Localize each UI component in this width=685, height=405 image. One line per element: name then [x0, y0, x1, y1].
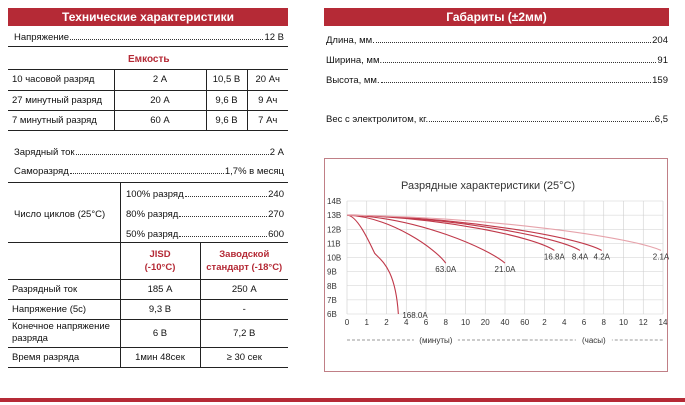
y-tick-label: 12В [327, 225, 342, 235]
minutes-axis-label: (минуты) [419, 336, 453, 345]
cycles-row-80 [126, 209, 284, 220]
empty-cell [8, 243, 120, 279]
x-tick-label: 8 [601, 318, 606, 327]
y-tick-label: 10В [327, 253, 342, 263]
cycles-row-value: 600 [268, 229, 284, 240]
dot-leader [70, 32, 263, 40]
divider [8, 182, 288, 183]
table-row [8, 110, 288, 130]
capacity-cell: 9 Ач [247, 90, 288, 110]
x-tick-label: 6 [423, 318, 429, 327]
charge-current-label: Зарядный ток [14, 147, 75, 158]
cycles-row-label: 80% разряд [126, 209, 179, 220]
row-label: 7 минутный разряд [8, 110, 114, 130]
voltage-cell: 10,5 В [206, 70, 247, 90]
jisd-cell: 185 А [120, 279, 200, 299]
jisd-header-line1: JISD [149, 248, 171, 260]
capacity-cell: 20 Ач [247, 70, 288, 90]
row-label: 27 минутный разряд [8, 90, 114, 110]
x-tick-label: 14 [658, 318, 668, 327]
bottom-accent-bar [0, 398, 685, 402]
hours-axis-label: (часы) [582, 336, 606, 345]
y-tick-label: 7В [327, 295, 337, 305]
table-row [8, 347, 288, 367]
height-label: Высота, мм. [326, 75, 380, 86]
factory-cell: - [200, 299, 288, 319]
y-tick-label: 11В [327, 239, 341, 249]
jisd-header-line2: (-10°C) [144, 261, 176, 273]
length-label: Длина, мм. [326, 35, 375, 46]
width-row [326, 55, 668, 66]
x-tick-label: 10 [619, 318, 628, 327]
width-label: Ширина, мм. [326, 55, 383, 66]
series-label: 8.4A [571, 252, 589, 262]
dot-leader [383, 55, 656, 63]
x-tick-label: 2 [542, 318, 547, 327]
dot-leader [185, 189, 268, 197]
factory-header [200, 243, 288, 279]
series-label: 63.0A [435, 265, 457, 275]
y-tick-label: 9В [327, 267, 337, 277]
factory-cell: 7,2 В [200, 319, 288, 347]
x-tick-label: 2 [384, 318, 389, 327]
discharge-chart-svg [325, 159, 669, 373]
series-label: 168.0A [402, 311, 428, 320]
self-discharge-value: 1,7% в месяц [224, 166, 284, 177]
voltage-row [14, 32, 284, 43]
capacity-table [8, 70, 288, 131]
y-tick-label: 8В [327, 281, 337, 291]
cycles-row-label: 100% разряд [126, 189, 184, 200]
dot-leader [381, 75, 652, 83]
dot-leader [179, 229, 267, 237]
length-row [326, 35, 668, 46]
dot-leader [179, 209, 267, 217]
discharge-curve [347, 215, 446, 263]
factory-cell: ≥ 30 сек [200, 347, 288, 367]
factory-header-line2: стандарт (-18°C) [206, 261, 283, 273]
y-tick-label: 13В [327, 211, 342, 221]
x-tick-label: 0 [344, 318, 350, 327]
row-label: Время разряда [8, 347, 120, 367]
discharge-chart [324, 158, 668, 372]
table-row [8, 279, 288, 299]
voltage-cell: 9,6 В [206, 110, 247, 130]
row-label-line1: Конечное напряжение [12, 321, 110, 332]
divider [8, 46, 288, 47]
charge-current-row [14, 147, 284, 158]
row-label [8, 319, 120, 347]
current-cell: 2 А [114, 70, 206, 90]
series-label: 2.1A [652, 252, 669, 262]
dot-leader [429, 114, 654, 122]
voltage-cell: 9,6 В [206, 90, 247, 110]
table-row [8, 90, 288, 110]
dot-leader [76, 147, 269, 155]
series-label: 16.8A [543, 252, 565, 262]
x-tick-label: 60 [520, 318, 530, 327]
x-tick-label: 4 [404, 318, 409, 327]
weight-value: 6,5 [654, 114, 668, 125]
x-tick-label: 4 [562, 318, 567, 327]
cycles-row-value: 240 [268, 189, 284, 200]
charge-current-value: 2 А [269, 147, 284, 158]
x-tick-label: 1 [364, 318, 369, 327]
jisd-cell: 1мин 48сек [120, 347, 200, 367]
cold-crank-table [8, 243, 288, 368]
dimensions-header: Габариты (±2мм) [324, 8, 669, 26]
weight-label: Вес с электролитом, кг. [326, 114, 429, 125]
row-label: 10 часовой разряд [8, 70, 114, 90]
cycles-row-value: 270 [268, 209, 284, 220]
row-label-line2: разряда [12, 333, 48, 344]
jisd-cell: 6 В [120, 319, 200, 347]
cycles-row-50 [126, 229, 284, 240]
tech-specs-header: Технические характеристики [8, 8, 288, 26]
length-value: 204 [652, 35, 668, 46]
dot-leader [70, 166, 224, 174]
voltage-value: 12 В [264, 32, 284, 43]
jisd-cell: 9,3 В [120, 299, 200, 319]
x-tick-label: 20 [480, 318, 490, 327]
jisd-header [120, 243, 200, 279]
chart-title: Разрядные характеристики (25°C) [401, 180, 576, 192]
cycles-row-label: 50% разряд [126, 229, 179, 240]
weight-row [326, 114, 668, 125]
table-row [8, 70, 288, 90]
current-cell: 20 А [114, 90, 206, 110]
series-label: 21.0A [494, 265, 516, 275]
self-discharge-row [14, 166, 284, 177]
x-tick-label: 40 [500, 318, 510, 327]
discharge-curve [347, 215, 398, 314]
capacity-title: Емкость [128, 54, 170, 65]
self-discharge-label: Саморазряд [14, 166, 69, 177]
capacity-cell: 7 Ач [247, 110, 288, 130]
series-label: 4.2A [593, 252, 611, 262]
width-value: 91 [657, 55, 668, 66]
x-tick-label: 10 [461, 318, 470, 327]
x-tick-label: 12 [638, 318, 648, 327]
height-value: 159 [652, 75, 668, 86]
y-tick-label: 14В [327, 197, 342, 206]
x-tick-label: 8 [443, 318, 448, 327]
voltage-label: Напряжение [14, 32, 70, 43]
cycles-label: Число циклов (25°C) [14, 209, 106, 220]
table-header-row [8, 243, 288, 279]
dot-leader [376, 35, 651, 43]
height-row [326, 75, 668, 86]
current-cell: 60 А [114, 110, 206, 130]
factory-cell: 250 А [200, 279, 288, 299]
divider [120, 183, 121, 242]
table-row [8, 299, 288, 319]
factory-header-line1: Заводской [219, 248, 270, 260]
row-label: Разрядный ток [8, 279, 120, 299]
y-tick-label: 6В [327, 310, 337, 319]
cycles-row-100 [126, 189, 284, 200]
table-row [8, 319, 288, 347]
row-label: Напряжение (5с) [8, 299, 120, 319]
x-tick-label: 6 [581, 318, 587, 327]
